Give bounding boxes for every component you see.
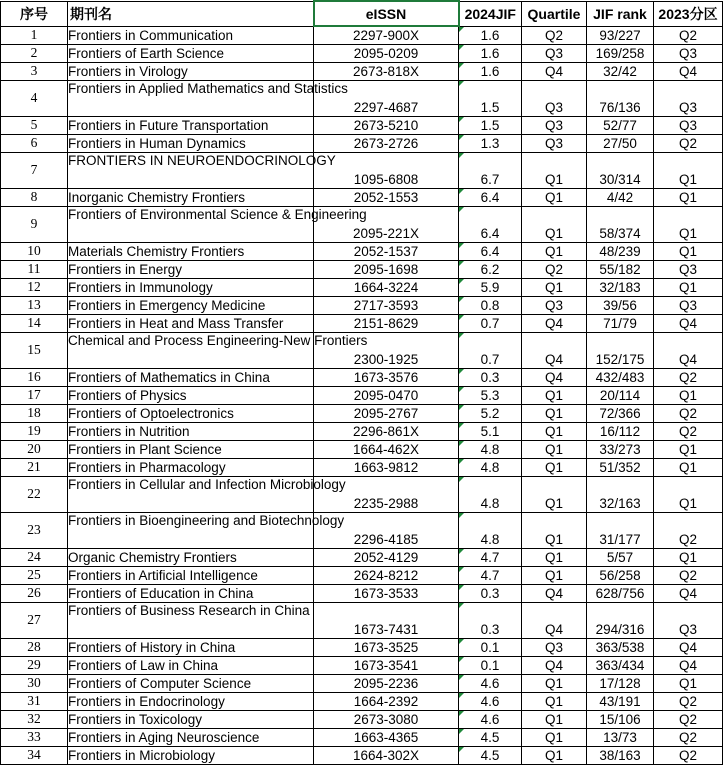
eissn-cell[interactable]: 2297-900X bbox=[314, 26, 459, 44]
zone-cell[interactable]: Q1 bbox=[654, 674, 723, 692]
header-journal-name[interactable]: 期刊名 bbox=[68, 1, 314, 26]
journal-name[interactable]: Inorganic Chemistry Frontiers bbox=[68, 188, 314, 206]
jif-cell[interactable]: 4.8 bbox=[459, 476, 522, 512]
jif-cell[interactable]: 5.9 bbox=[459, 278, 522, 296]
table-row bbox=[1, 458, 723, 476]
table-body bbox=[1, 26, 723, 764]
quartile-cell[interactable]: Q1 bbox=[522, 242, 587, 260]
eissn-cell[interactable]: 2673-5210 bbox=[314, 116, 459, 134]
jif-rank-cell[interactable]: 152/175 bbox=[587, 332, 654, 368]
jif-cell[interactable]: 0.3 bbox=[459, 368, 522, 386]
row-number[interactable]: 4 bbox=[1, 80, 68, 116]
jif-cell[interactable]: 1.6 bbox=[459, 26, 522, 44]
table-row bbox=[1, 656, 723, 674]
eissn-cell[interactable]: 1673-3525 bbox=[314, 638, 459, 656]
journal-name[interactable]: FRONTIERS IN NEUROENDOCRINOLOGY bbox=[68, 152, 314, 188]
quartile-cell[interactable]: Q4 bbox=[522, 584, 587, 602]
journal-name[interactable]: Frontiers of Education in China bbox=[68, 584, 314, 602]
journal-name[interactable]: Frontiers in Toxicology bbox=[68, 710, 314, 728]
jif-cell[interactable]: 0.7 bbox=[459, 314, 522, 332]
jif-rank-cell[interactable]: 15/106 bbox=[587, 710, 654, 728]
zone-cell[interactable]: Q1 bbox=[654, 152, 723, 188]
jif-rank-cell[interactable]: 52/77 bbox=[587, 116, 654, 134]
row-number[interactable]: 16 bbox=[1, 368, 68, 386]
journal-name[interactable]: Frontiers in Virology bbox=[68, 62, 314, 80]
row-number[interactable]: 9 bbox=[1, 206, 68, 242]
quartile-cell[interactable]: Q1 bbox=[522, 386, 587, 404]
header-2023-zone[interactable]: 2023分区 bbox=[654, 1, 723, 26]
jif-rank-cell[interactable]: 363/434 bbox=[587, 656, 654, 674]
zone-cell[interactable]: Q3 bbox=[654, 260, 723, 278]
jif-rank-cell[interactable]: 294/316 bbox=[587, 602, 654, 638]
zone-cell[interactable]: Q1 bbox=[654, 278, 723, 296]
jif-rank-cell[interactable]: 5/57 bbox=[587, 548, 654, 566]
quartile-cell[interactable]: Q1 bbox=[522, 746, 587, 764]
jif-cell[interactable]: 4.7 bbox=[459, 548, 522, 566]
table-row bbox=[1, 278, 723, 296]
zone-cell[interactable]: Q2 bbox=[654, 728, 723, 746]
jif-cell[interactable]: 1.5 bbox=[459, 80, 522, 116]
zone-cell[interactable]: Q4 bbox=[654, 584, 723, 602]
jif-rank-cell[interactable]: 4/42 bbox=[587, 188, 654, 206]
zone-cell[interactable]: Q2 bbox=[654, 26, 723, 44]
quartile-cell[interactable]: Q1 bbox=[522, 476, 587, 512]
table-row bbox=[1, 440, 723, 458]
row-number[interactable]: 13 bbox=[1, 296, 68, 314]
table-row bbox=[1, 206, 723, 242]
table-row bbox=[1, 404, 723, 422]
jif-cell[interactable]: 4.5 bbox=[459, 746, 522, 764]
eissn-cell[interactable]: 2052-1537 bbox=[314, 242, 459, 260]
eissn-cell[interactable]: 2673-2726 bbox=[314, 134, 459, 152]
jif-rank-cell[interactable]: 48/239 bbox=[587, 242, 654, 260]
jif-rank-cell[interactable]: 32/42 bbox=[587, 62, 654, 80]
quartile-cell[interactable]: Q4 bbox=[522, 332, 587, 368]
quartile-cell[interactable]: Q1 bbox=[522, 512, 587, 548]
zone-cell[interactable]: Q3 bbox=[654, 44, 723, 62]
table-row bbox=[1, 512, 723, 548]
table-row bbox=[1, 368, 723, 386]
jif-cell[interactable]: 0.3 bbox=[459, 584, 522, 602]
eissn-cell[interactable]: 2095-2767 bbox=[314, 404, 459, 422]
journal-name[interactable]: Frontiers in Nutrition bbox=[68, 422, 314, 440]
eissn-cell[interactable]: 1673-3533 bbox=[314, 584, 459, 602]
journal-name[interactable]: Frontiers in Aging Neuroscience bbox=[68, 728, 314, 746]
eissn-cell[interactable]: 1673-3576 bbox=[314, 368, 459, 386]
partial-next-row bbox=[0, 764, 722, 772]
table-row bbox=[1, 332, 723, 368]
row-number[interactable]: 8 bbox=[1, 188, 68, 206]
journal-name[interactable]: Chemical and Process Engineering-New Frontiers bbox=[68, 332, 314, 368]
journal-name[interactable]: Frontiers in Human Dynamics bbox=[68, 134, 314, 152]
eissn-cell[interactable]: 2095-0209 bbox=[314, 44, 459, 62]
table-row bbox=[1, 728, 723, 746]
journal-name[interactable]: Frontiers in Energy bbox=[68, 260, 314, 278]
header-quartile[interactable]: Quartile bbox=[522, 1, 587, 26]
journal-name[interactable]: Organic Chemistry Frontiers bbox=[68, 548, 314, 566]
jif-rank-cell[interactable]: 30/314 bbox=[587, 152, 654, 188]
quartile-cell[interactable]: Q1 bbox=[522, 710, 587, 728]
jif-rank-cell[interactable]: 13/73 bbox=[587, 728, 654, 746]
jif-rank-cell[interactable]: 363/538 bbox=[587, 638, 654, 656]
quartile-cell[interactable]: Q3 bbox=[522, 116, 587, 134]
journal-name[interactable]: Frontiers of History in China bbox=[68, 638, 314, 656]
row-number[interactable]: 29 bbox=[1, 656, 68, 674]
row-number[interactable]: 28 bbox=[1, 638, 68, 656]
eissn-cell[interactable]: 1663-9812 bbox=[314, 458, 459, 476]
row-number[interactable]: 21 bbox=[1, 458, 68, 476]
zone-cell[interactable]: Q2 bbox=[654, 512, 723, 548]
quartile-cell[interactable]: Q1 bbox=[522, 566, 587, 584]
jif-cell[interactable]: 6.4 bbox=[459, 242, 522, 260]
jif-rank-cell[interactable]: 39/56 bbox=[587, 296, 654, 314]
table-row bbox=[1, 134, 723, 152]
zone-cell[interactable]: Q1 bbox=[654, 548, 723, 566]
zone-cell[interactable]: Q2 bbox=[654, 566, 723, 584]
jif-cell[interactable]: 4.8 bbox=[459, 512, 522, 548]
eissn-cell[interactable]: 2095-0470 bbox=[314, 386, 459, 404]
row-number[interactable]: 11 bbox=[1, 260, 68, 278]
journal-name[interactable]: Frontiers in Microbiology bbox=[68, 746, 314, 764]
table-row bbox=[1, 116, 723, 134]
table-row bbox=[1, 692, 723, 710]
zone-cell[interactable]: Q2 bbox=[654, 692, 723, 710]
jif-rank-cell[interactable]: 628/756 bbox=[587, 584, 654, 602]
quartile-cell[interactable]: Q1 bbox=[522, 458, 587, 476]
eissn-cell[interactable]: 2296-4185 bbox=[314, 512, 459, 548]
table-row bbox=[1, 152, 723, 188]
zone-cell[interactable]: Q1 bbox=[654, 242, 723, 260]
table-row bbox=[1, 80, 723, 116]
jif-rank-cell[interactable]: 432/483 bbox=[587, 368, 654, 386]
eissn-cell[interactable]: 2052-1553 bbox=[314, 188, 459, 206]
jif-cell[interactable]: 4.6 bbox=[459, 692, 522, 710]
jif-rank-cell[interactable]: 71/79 bbox=[587, 314, 654, 332]
row-number[interactable]: 26 bbox=[1, 584, 68, 602]
quartile-cell[interactable]: Q2 bbox=[522, 260, 587, 278]
eissn-cell[interactable]: 2235-2988 bbox=[314, 476, 459, 512]
journal-name[interactable]: Frontiers in Bioengineering and Biotechnology bbox=[68, 512, 314, 548]
zone-cell[interactable]: Q1 bbox=[654, 188, 723, 206]
row-number[interactable]: 20 bbox=[1, 440, 68, 458]
jif-cell[interactable]: 6.4 bbox=[459, 188, 522, 206]
table-row bbox=[1, 746, 723, 764]
header-2024jif[interactable]: 2024JIF bbox=[459, 1, 522, 26]
row-number[interactable]: 31 bbox=[1, 692, 68, 710]
row-number[interactable]: 27 bbox=[1, 602, 68, 638]
jif-rank-cell[interactable]: 32/163 bbox=[587, 476, 654, 512]
table-row bbox=[1, 584, 723, 602]
eissn-cell[interactable]: 1663-4365 bbox=[314, 728, 459, 746]
row-number[interactable]: 25 bbox=[1, 566, 68, 584]
quartile-cell[interactable]: Q1 bbox=[522, 206, 587, 242]
jif-cell[interactable]: 0.1 bbox=[459, 656, 522, 674]
eissn-cell[interactable]: 2717-3593 bbox=[314, 296, 459, 314]
quartile-cell[interactable]: Q3 bbox=[522, 44, 587, 62]
journal-name[interactable]: Frontiers in Plant Science bbox=[68, 440, 314, 458]
eissn-cell[interactable]: 2095-221X bbox=[314, 206, 459, 242]
zone-cell[interactable]: Q2 bbox=[654, 422, 723, 440]
zone-cell[interactable]: Q3 bbox=[654, 116, 723, 134]
eissn-cell[interactable]: 2300-1925 bbox=[314, 332, 459, 368]
eissn-cell[interactable]: 1664-302X bbox=[314, 746, 459, 764]
row-number[interactable]: 14 bbox=[1, 314, 68, 332]
jif-cell[interactable]: 1.3 bbox=[459, 134, 522, 152]
table-row bbox=[1, 674, 723, 692]
eissn-cell[interactable]: 1664-2392 bbox=[314, 692, 459, 710]
journal-name[interactable]: Frontiers in Communication bbox=[68, 26, 314, 44]
row-number[interactable]: 19 bbox=[1, 422, 68, 440]
jif-cell[interactable]: 4.6 bbox=[459, 674, 522, 692]
table-row bbox=[1, 602, 723, 638]
row-number[interactable]: 3 bbox=[1, 62, 68, 80]
journal-name[interactable]: Frontiers in Immunology bbox=[68, 278, 314, 296]
journal-name[interactable]: Frontiers of Computer Science bbox=[68, 674, 314, 692]
jif-cell[interactable]: 1.5 bbox=[459, 116, 522, 134]
jif-cell[interactable]: 4.6 bbox=[459, 710, 522, 728]
table-row bbox=[1, 260, 723, 278]
journal-name[interactable]: Frontiers in Emergency Medicine bbox=[68, 296, 314, 314]
journal-name[interactable]: Frontiers in Future Transportation bbox=[68, 116, 314, 134]
zone-cell[interactable]: Q1 bbox=[654, 206, 723, 242]
jif-cell[interactable]: 6.2 bbox=[459, 260, 522, 278]
jif-rank-cell[interactable]: 31/177 bbox=[587, 512, 654, 548]
jif-rank-cell[interactable]: 43/191 bbox=[587, 692, 654, 710]
journal-name[interactable]: Frontiers in Pharmacology bbox=[68, 458, 314, 476]
jif-rank-cell[interactable]: 76/136 bbox=[587, 80, 654, 116]
journal-name[interactable]: Frontiers in Cellular and Infection Microbiology bbox=[68, 476, 314, 512]
row-number[interactable]: 17 bbox=[1, 386, 68, 404]
row-number[interactable]: 6 bbox=[1, 134, 68, 152]
table-row bbox=[1, 188, 723, 206]
eissn-cell[interactable]: 1664-462X bbox=[314, 440, 459, 458]
jif-cell[interactable]: 5.3 bbox=[459, 386, 522, 404]
zone-cell[interactable]: Q3 bbox=[654, 296, 723, 314]
row-number[interactable]: 10 bbox=[1, 242, 68, 260]
zone-cell[interactable]: Q4 bbox=[654, 638, 723, 656]
jif-cell[interactable]: 6.7 bbox=[459, 152, 522, 188]
jif-rank-cell[interactable]: 58/374 bbox=[587, 206, 654, 242]
jif-rank-cell[interactable]: 169/258 bbox=[587, 44, 654, 62]
jif-rank-cell[interactable]: 51/352 bbox=[587, 458, 654, 476]
table-row bbox=[1, 710, 723, 728]
table-row bbox=[1, 422, 723, 440]
journal-name[interactable]: Frontiers of Business Research in China bbox=[68, 602, 314, 638]
jif-cell[interactable]: 0.8 bbox=[459, 296, 522, 314]
quartile-cell[interactable]: Q4 bbox=[522, 656, 587, 674]
quartile-cell[interactable]: Q4 bbox=[522, 62, 587, 80]
quartile-cell[interactable]: Q3 bbox=[522, 80, 587, 116]
journal-name[interactable]: Frontiers of Mathematics in China bbox=[68, 368, 314, 386]
row-number[interactable]: 5 bbox=[1, 116, 68, 134]
jif-cell[interactable]: 0.1 bbox=[459, 638, 522, 656]
quartile-cell[interactable]: Q1 bbox=[522, 440, 587, 458]
quartile-cell[interactable]: Q4 bbox=[522, 602, 587, 638]
journal-name[interactable]: Frontiers of Law in China bbox=[68, 656, 314, 674]
quartile-cell[interactable]: Q1 bbox=[522, 152, 587, 188]
quartile-cell[interactable]: Q4 bbox=[522, 314, 587, 332]
quartile-cell[interactable]: Q1 bbox=[522, 404, 587, 422]
row-number[interactable]: 1 bbox=[1, 26, 68, 44]
eissn-cell[interactable]: 1673-3541 bbox=[314, 656, 459, 674]
zone-cell[interactable]: Q2 bbox=[654, 746, 723, 764]
jif-rank-cell[interactable]: 16/112 bbox=[587, 422, 654, 440]
table-row bbox=[1, 26, 723, 44]
zone-cell[interactable]: Q4 bbox=[654, 314, 723, 332]
row-number[interactable]: 12 bbox=[1, 278, 68, 296]
row-number[interactable]: 7 bbox=[1, 152, 68, 188]
header-eissn[interactable]: eISSN bbox=[314, 1, 459, 26]
zone-cell[interactable]: Q1 bbox=[654, 386, 723, 404]
jif-rank-cell[interactable]: 55/182 bbox=[587, 260, 654, 278]
eissn-cell[interactable]: 2673-818X bbox=[314, 62, 459, 80]
journal-name[interactable]: Frontiers of Environmental Science & Engineering bbox=[68, 206, 314, 242]
table-row bbox=[1, 566, 723, 584]
jif-rank-cell[interactable]: 93/227 bbox=[587, 26, 654, 44]
table-row bbox=[1, 386, 723, 404]
eissn-cell[interactable]: 1673-7431 bbox=[314, 602, 459, 638]
jif-cell[interactable]: 4.8 bbox=[459, 458, 522, 476]
jif-cell[interactable]: 5.1 bbox=[459, 422, 522, 440]
eissn-cell[interactable]: 2151-8629 bbox=[314, 314, 459, 332]
eissn-cell[interactable]: 2052-4129 bbox=[314, 548, 459, 566]
jif-cell[interactable]: 5.2 bbox=[459, 404, 522, 422]
table-row bbox=[1, 476, 723, 512]
journal-name[interactable]: Frontiers of Optoelectronics bbox=[68, 404, 314, 422]
table-row bbox=[1, 638, 723, 656]
jif-cell[interactable]: 4.5 bbox=[459, 728, 522, 746]
jif-rank-cell[interactable]: 33/273 bbox=[587, 440, 654, 458]
zone-cell[interactable]: Q2 bbox=[654, 368, 723, 386]
row-number[interactable]: 15 bbox=[1, 332, 68, 368]
zone-cell[interactable]: Q1 bbox=[654, 440, 723, 458]
jif-rank-cell[interactable]: 56/258 bbox=[587, 566, 654, 584]
jif-rank-cell[interactable]: 27/50 bbox=[587, 134, 654, 152]
zone-cell[interactable]: Q3 bbox=[654, 602, 723, 638]
eissn-cell[interactable]: 1664-3224 bbox=[314, 278, 459, 296]
zone-cell[interactable]: Q1 bbox=[654, 476, 723, 512]
eissn-cell[interactable]: 1095-6808 bbox=[314, 152, 459, 188]
table-row bbox=[1, 296, 723, 314]
row-number[interactable]: 23 bbox=[1, 512, 68, 548]
row-number[interactable]: 33 bbox=[1, 728, 68, 746]
zone-cell[interactable]: Q2 bbox=[654, 134, 723, 152]
zone-cell[interactable]: Q1 bbox=[654, 458, 723, 476]
zone-cell[interactable]: Q4 bbox=[654, 62, 723, 80]
eissn-cell[interactable]: 2297-4687 bbox=[314, 80, 459, 116]
quartile-cell[interactable]: Q1 bbox=[522, 188, 587, 206]
quartile-cell[interactable]: Q1 bbox=[522, 422, 587, 440]
jif-cell[interactable]: 4.7 bbox=[459, 566, 522, 584]
journal-name[interactable]: Frontiers of Earth Science bbox=[68, 44, 314, 62]
jif-rank-cell[interactable]: 17/128 bbox=[587, 674, 654, 692]
header-row bbox=[1, 1, 723, 26]
row-number[interactable]: 24 bbox=[1, 548, 68, 566]
zone-cell[interactable]: Q2 bbox=[654, 404, 723, 422]
jif-cell[interactable]: 1.6 bbox=[459, 44, 522, 62]
row-number[interactable]: 34 bbox=[1, 746, 68, 764]
quartile-cell[interactable]: Q1 bbox=[522, 674, 587, 692]
jif-cell[interactable]: 6.4 bbox=[459, 206, 522, 242]
eissn-cell[interactable]: 2296-861X bbox=[314, 422, 459, 440]
header-jif-rank[interactable]: JIF rank bbox=[587, 1, 654, 26]
header-no[interactable]: 序号 bbox=[1, 1, 68, 26]
zone-cell[interactable]: Q2 bbox=[654, 710, 723, 728]
jif-cell[interactable]: 0.7 bbox=[459, 332, 522, 368]
quartile-cell[interactable]: Q1 bbox=[522, 728, 587, 746]
row-number[interactable]: 22 bbox=[1, 476, 68, 512]
table-row bbox=[1, 548, 723, 566]
jif-cell[interactable]: 4.8 bbox=[459, 440, 522, 458]
journal-name[interactable]: Frontiers in Applied Mathematics and Statistics bbox=[68, 80, 314, 116]
journal-name[interactable]: Frontiers in Heat and Mass Transfer bbox=[68, 314, 314, 332]
row-number[interactable]: 32 bbox=[1, 710, 68, 728]
jif-rank-cell[interactable]: 20/114 bbox=[587, 386, 654, 404]
journal-name[interactable]: Materials Chemistry Frontiers bbox=[68, 242, 314, 260]
row-number[interactable]: 2 bbox=[1, 44, 68, 62]
eissn-cell[interactable]: 2624-8212 bbox=[314, 566, 459, 584]
eissn-cell[interactable]: 2673-3080 bbox=[314, 710, 459, 728]
row-number[interactable]: 18 bbox=[1, 404, 68, 422]
jif-cell[interactable]: 0.3 bbox=[459, 602, 522, 638]
table-row bbox=[1, 242, 723, 260]
quartile-cell[interactable]: Q1 bbox=[522, 692, 587, 710]
table-row bbox=[1, 62, 723, 80]
row-number[interactable]: 30 bbox=[1, 674, 68, 692]
jif-rank-cell[interactable]: 32/183 bbox=[587, 278, 654, 296]
jif-rank-cell[interactable]: 72/366 bbox=[587, 404, 654, 422]
zone-cell[interactable]: Q4 bbox=[654, 332, 723, 368]
quartile-cell[interactable]: Q3 bbox=[522, 134, 587, 152]
zone-cell[interactable]: Q3 bbox=[654, 80, 723, 116]
zone-cell[interactable]: Q4 bbox=[654, 656, 723, 674]
journal-name[interactable]: Frontiers of Physics bbox=[68, 386, 314, 404]
jif-cell[interactable]: 1.6 bbox=[459, 62, 522, 80]
quartile-cell[interactable]: Q1 bbox=[522, 548, 587, 566]
quartile-cell[interactable]: Q2 bbox=[522, 26, 587, 44]
jif-rank-cell[interactable]: 38/163 bbox=[587, 746, 654, 764]
eissn-cell[interactable]: 2095-2236 bbox=[314, 674, 459, 692]
journal-name[interactable]: Frontiers in Endocrinology bbox=[68, 692, 314, 710]
quartile-cell[interactable]: Q3 bbox=[522, 296, 587, 314]
quartile-cell[interactable]: Q4 bbox=[522, 368, 587, 386]
quartile-cell[interactable]: Q1 bbox=[522, 278, 587, 296]
quartile-cell[interactable]: Q3 bbox=[522, 638, 587, 656]
journal-name[interactable]: Frontiers in Artificial Intelligence bbox=[68, 566, 314, 584]
table-row bbox=[1, 44, 723, 62]
table-row bbox=[1, 314, 723, 332]
eissn-cell[interactable]: 2095-1698 bbox=[314, 260, 459, 278]
